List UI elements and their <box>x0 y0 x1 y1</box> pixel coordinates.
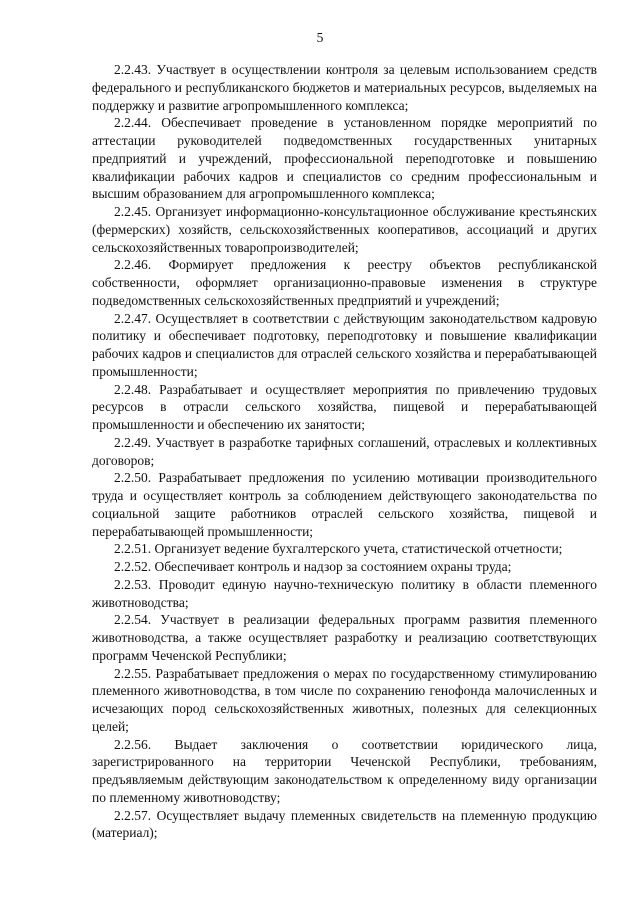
clause-number: 2.2.54. <box>114 612 152 628</box>
clause-number: 2.2.50. <box>114 470 152 486</box>
clause-text: Проводит единую научно-техническую политику в области племенного животноводства; <box>92 576 598 610</box>
clause-number: 2.2.49. <box>114 434 152 450</box>
clause-text: Осуществляет выдачу племенных свидетельств на племенную продукцию (материал); <box>92 807 597 841</box>
clause-2-2-55 <box>92 665 597 736</box>
clause-text: Участвует в осуществлении контроля за целевым использованием средств федерального и республиканского бюджетов и материальных ресурсов, выделяемых на поддержку и развитие агропромышленного комплекса; <box>92 62 598 113</box>
clause-text: Осуществляет в соответствии с действующим законодательством кадровую политику и обеспечивает подготовку, переподготовку и повышение квалификации рабочих кадров и специалистов для отраслей сельского хозяйства и перерабатывающей промышленности; <box>92 310 598 379</box>
clause-text: Формирует предложения к реестру объектов республиканской собственности, оформляет организационно-правовые изменения в структуре подведомственных сельскохозяйственных предприятий и учреждений; <box>92 257 597 308</box>
clause-2-2-47 <box>92 310 597 381</box>
clause-text: Организует ведение бухгалтерского учета, статистической отчетности; <box>154 541 563 557</box>
clause-number: 2.2.47. <box>114 310 152 326</box>
clause-2-2-51 <box>92 540 597 558</box>
clause-2-2-56 <box>92 736 597 807</box>
document-body <box>92 61 597 842</box>
clause-number: 2.2.55. <box>114 665 152 681</box>
clause-2-2-49 <box>92 434 597 470</box>
clause-number: 2.2.48. <box>114 381 152 397</box>
clause-2-2-57 <box>92 807 597 843</box>
clause-number: 2.2.44. <box>114 115 152 131</box>
clause-2-2-46 <box>92 256 597 309</box>
clause-number: 2.2.43. <box>114 62 152 77</box>
clause-2-2-50 <box>92 469 597 540</box>
clause-text: Разрабатывает предложения о мерах по государственному стимулированию племенного животноводства, в том числе по сохранению генофонда малочисленных и исчезающих пород сельскохозяйственных животных, полезных для селекционных целей; <box>92 665 597 734</box>
clause-number: 2.2.53. <box>114 576 152 592</box>
clause-2-2-54 <box>92 611 597 664</box>
clause-number: 2.2.51. <box>114 541 152 557</box>
clause-text: Обеспечивает проведение в установленном порядке мероприятий по аттестации руководителей подведомственных государственных унитарных предприятий и учреждений, профессиональной переподготовке и повышению квалификации рабочих кадров и специалистов со средним профессиональным и высшим образованием для агропромышленного комплекса; <box>92 115 597 202</box>
clause-2-2-52 <box>92 558 597 576</box>
clause-number: 2.2.57. <box>114 807 152 823</box>
clause-2-2-45 <box>92 203 597 256</box>
clause-2-2-53 <box>92 576 597 612</box>
clause-2-2-43 <box>92 61 597 114</box>
page-number: 5 <box>316 30 324 45</box>
clause-text: Организует информационно-консультационное обслуживание крестьянских (фермерских) хозяйств, сельскохозяйственных кооперативов, ассоциаций и других сельскохозяйственных товаропроизводителей; <box>92 204 597 255</box>
clause-text: Выдает заключения о соответствии юридического лица, зарегистрированного на территории Чеченской Республики, требованиям, предъявляемым действующим законодательством к определенному виду организации по племенному животноводству; <box>92 736 598 805</box>
clause-number: 2.2.52. <box>114 559 152 574</box>
clause-text: Разрабатывает предложения по усилению мотивации производительного труда и осуществляет контроль за соблюдением действующего законодательства по социальной защите работников отраслей сельского хозяйства, пищевой и перерабатывающей промышленности; <box>92 470 598 539</box>
clause-text: Участвует в реализации федеральных программ развития племенного животноводства, а также осуществляет разработку и реализацию соответствующих программ Чеченской Республики; <box>92 612 597 663</box>
clause-number: 2.2.56. <box>114 736 152 752</box>
clause-number: 2.2.45. <box>114 204 152 219</box>
clause-text: Обеспечивает контроль и надзор за состоянием охраны труда; <box>154 559 512 574</box>
clause-text: Разрабатывает и осуществляет мероприятия по привлечению трудовых ресурсов в отрасли сельского хозяйства, пищевой и перерабатывающей промышленности и обеспечению их занятости; <box>92 381 597 432</box>
clause-2-2-48 <box>92 381 597 434</box>
clause-2-2-44 <box>92 114 597 203</box>
clause-number: 2.2.46. <box>114 257 152 273</box>
clause-text: Участвует в разработке тарифных соглашений, отраслевых и коллективных договоров; <box>92 434 597 468</box>
